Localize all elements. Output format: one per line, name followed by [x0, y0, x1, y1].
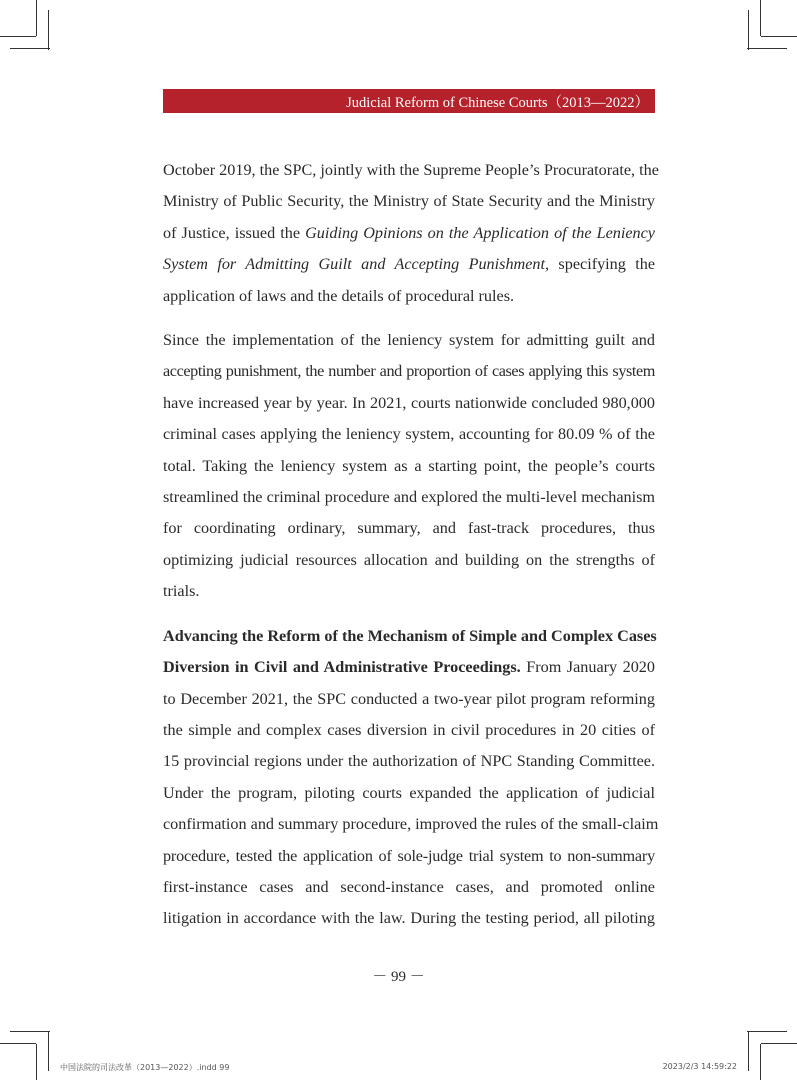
text-line: accepting punishment, the number and proportion of cases applying this system: [163, 362, 655, 381]
crop-mark: [748, 1031, 749, 1071]
crop-mark: [760, 0, 761, 36]
text-run: of Justice, issued the: [163, 223, 306, 242]
text-line: confirmation and summary procedure, improved the rules of the small-claim: [163, 815, 659, 834]
running-title: Judicial Reform of Chinese Courts（2013—2022）: [346, 94, 649, 111]
text-line: the simple and complex cases diversion in civil procedures in 20 cities of: [163, 720, 655, 739]
text-line: [163, 218, 655, 249]
crop-mark: [761, 36, 797, 37]
crop-mark: [747, 48, 787, 49]
text-line: litigation in accordance with the law. During the testing period, all piloting: [163, 909, 655, 928]
text-line: optimizing judicial resources allocation and building on the strengths of: [163, 550, 655, 569]
text-line: Since the implementation of the leniency system for admitting guilt and: [163, 331, 655, 350]
text-run: specifying the: [549, 255, 655, 274]
paragraph: [163, 155, 659, 312]
text-line: [163, 652, 655, 683]
text-line: first-instance cases and second-instance cases, and promoted online: [163, 877, 655, 896]
crop-mark: [0, 1043, 36, 1044]
text-line: total. Taking the leniency system as a starting point, the people’s courts: [163, 456, 655, 475]
document-title-italic: System for Admitting Guilt and Accepting Punishment,: [163, 255, 550, 274]
crop-mark: [48, 10, 49, 50]
document-title-italic: Guiding Opinions on the Application of the Leniency: [305, 223, 655, 242]
page-number: － 99 －: [372, 969, 425, 985]
text-line: 15 provincial regions under the authorization of NPC Standing Committee.: [163, 752, 655, 771]
text-line: Under the program, piloting courts expanded the application of judicial: [163, 783, 655, 802]
text-line: October 2019, the SPC, jointly with the Supreme People’s Procuratorate, the: [163, 161, 659, 179]
crop-mark: [747, 1031, 787, 1032]
text-line: for coordinating ordinary, summary, and fast-track procedures, thus: [163, 519, 655, 538]
text-line: trials.: [163, 582, 200, 601]
print-file-name: 中国法院的司法改革（2013—2022）.indd 99: [60, 1063, 230, 1072]
crop-mark: [36, 1044, 37, 1080]
crop-mark: [0, 36, 36, 37]
text-line: have increased year by year. In 2021, courts nationwide concluded 980,000: [163, 393, 655, 412]
text-line: [163, 249, 655, 280]
crop-mark: [48, 1031, 49, 1071]
text-line: criminal cases applying the leniency system, accounting for 80.09 % of the: [163, 425, 655, 444]
section-heading: Diversion in Civil and Administrative Proceedings.: [163, 658, 521, 677]
crop-mark: [761, 1043, 797, 1044]
text-line: to December 2021, the SPC conducted a two-year pilot program reforming: [163, 689, 655, 708]
running-header: [163, 89, 655, 113]
page-body: [163, 155, 659, 948]
crop-mark: [36, 0, 37, 36]
section-heading: Advancing the Reform of the Mechanism of Simple and Complex Cases: [163, 626, 657, 645]
crop-mark: [10, 1031, 50, 1032]
crop-mark: [10, 48, 50, 49]
text-run: From January 2020: [520, 658, 655, 677]
text-line: Ministry of Public Security, the Ministry of State Security and the Ministry: [163, 192, 655, 211]
text-line: streamlined the criminal procedure and explored the multi-level mechanism: [163, 488, 655, 507]
paragraph: [163, 325, 655, 608]
text-line: application of laws and the details of procedural rules.: [163, 286, 515, 305]
text-line: procedure, tested the application of sole-judge trial system to non-summary: [163, 846, 655, 865]
crop-mark: [760, 1044, 761, 1080]
print-timestamp: 2023/2/3 14:59:22: [662, 1062, 737, 1071]
paragraph: [163, 621, 659, 935]
crop-mark: [748, 10, 749, 50]
